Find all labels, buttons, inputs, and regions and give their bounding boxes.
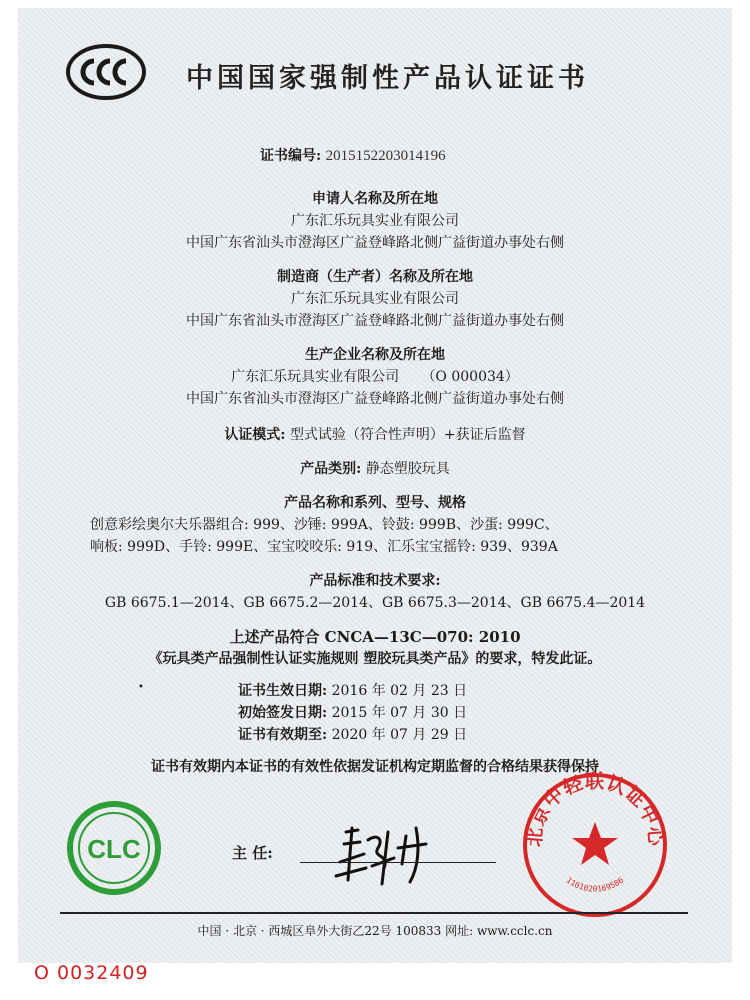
expiry-date-value: 2020 年 07 月 29 日: [331, 727, 468, 743]
decorative-dot: •: [138, 682, 144, 693]
initial-date-value: 2015 年 07 月 30 日: [331, 705, 468, 721]
manufacturer-heading: 制造商（生产者）名称及所在地: [277, 269, 473, 285]
product-models-line1: 创意彩绘奥尔夫乐器组合: 999、沙锤: 999A、铃鼓: 999B、沙蛋: 999C、: [90, 517, 559, 533]
signature-line: [300, 862, 496, 863]
manufacturer-address: 中国广东省汕头市澄海区广益登峰路北侧广益街道办事处右侧: [186, 313, 564, 329]
seal-text: 北京中轻联认证中心: [523, 770, 667, 848]
certificate-title: 中国国家强制性产品认证证书: [186, 63, 589, 94]
production-code: （O 000034）: [421, 369, 519, 385]
expiry-date-label: 证书有效期至:: [238, 727, 328, 743]
product-models-heading: 产品名称和系列、型号、规格: [284, 495, 466, 511]
effective-date-label: 证书生效日期:: [238, 683, 328, 699]
conformity-line2: 《玩具类产品强制性认证实施规则 塑胶玩具类产品》的要求，特发此证。: [148, 651, 602, 667]
standards-value: GB 6675.1—2014、GB 6675.2—2014、GB 6675.3—2014、GB 6675.4—2014: [104, 595, 646, 611]
certificate-number-value: 2015152203014196: [325, 148, 446, 164]
production-name-line: [18, 366, 732, 386]
serial-number: O 0032409: [34, 962, 149, 984]
certificate-number-label: 证书编号:: [260, 148, 322, 164]
certification-mode-value: 型式试验（符合性声明）+获证后监督: [289, 427, 526, 443]
certificate-number: [260, 145, 446, 165]
clc-logo-icon: [66, 800, 162, 896]
ccc-logo-icon: [66, 44, 146, 100]
validity-note: 证书有效期内本证书的有效性依据发证机构定期监督的合格结果获得保持: [151, 759, 599, 775]
effective-date: [238, 680, 467, 700]
product-models-line2: 响板: 999D、手铃: 999E、宝宝咬咬乐: 919、汇乐宝宝摇铃: 939、939A: [90, 539, 558, 555]
footer-divider: [60, 912, 688, 914]
production-address: 中国广东省汕头市澄海区广益登峰路北侧广益街道办事处右侧: [186, 391, 564, 407]
applicant-heading: 申请人名称及所在地: [312, 191, 438, 207]
chief-label: 主 任:: [232, 844, 273, 862]
standards-heading: 产品标准和技术要求:: [309, 573, 441, 589]
svg-text:1101020169586: [565, 875, 626, 893]
footer-address: 中国 · 北京 · 西城区阜外大街乙22号 100833 网址: www.cclc.cn: [197, 924, 553, 938]
product-category: [18, 458, 732, 478]
applicant-name: 广东汇乐玩具实业有限公司: [291, 213, 459, 229]
effective-date-value: 2016 年 02 月 23 日: [331, 683, 468, 699]
certification-mode: [18, 424, 732, 444]
certification-mode-label: 认证模式:: [224, 427, 286, 443]
production-heading: 生产企业名称及所在地: [305, 347, 445, 363]
initial-date-label: 初始签发日期:: [238, 705, 328, 721]
production-name: 广东汇乐玩具实业有限公司: [231, 369, 400, 385]
certification-seal-icon: [520, 770, 670, 920]
initial-date: [238, 702, 467, 722]
manufacturer-name: 广东汇乐玩具实业有限公司: [291, 291, 459, 307]
expiry-date: [238, 724, 467, 744]
clc-logo-text: CLC: [87, 834, 141, 864]
conformity-line1: 上述产品符合 CNCA—13C—070: 2010: [229, 628, 521, 646]
product-category-label: 产品类别:: [300, 461, 362, 477]
applicant-address: 中国广东省汕头市澄海区广益登峰路北侧广益街道办事处右侧: [186, 235, 564, 251]
product-category-value: 静态塑胶玩具: [365, 461, 450, 477]
signature: [298, 818, 458, 888]
seal-number: 1101020169586: [564, 875, 626, 894]
